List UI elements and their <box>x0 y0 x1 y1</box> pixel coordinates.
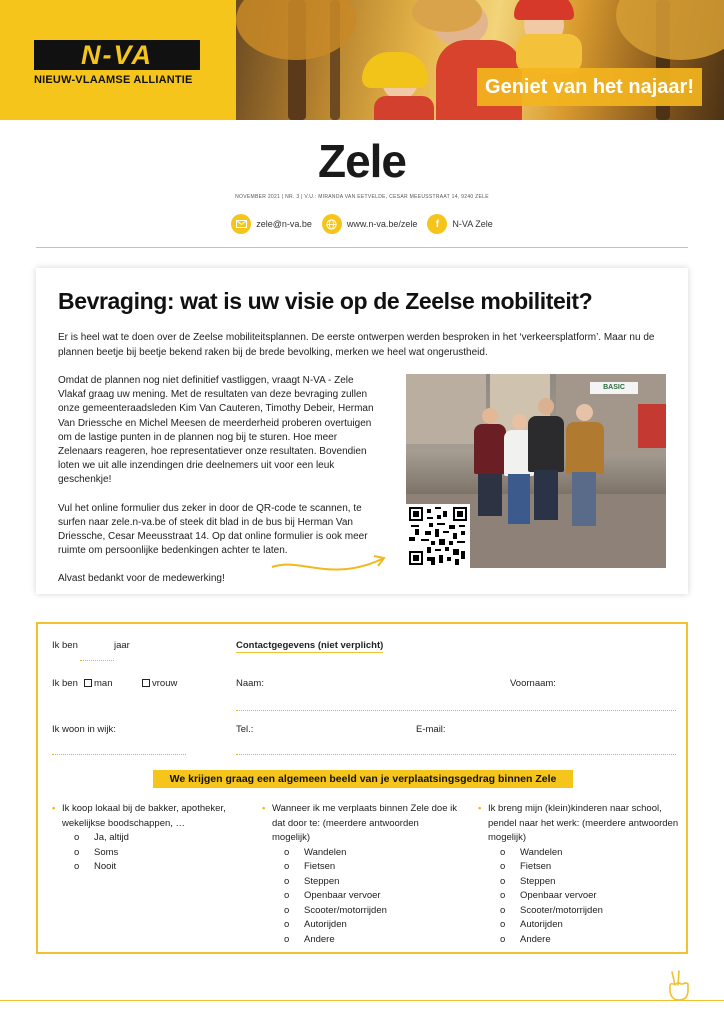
contact-email-label: zele@n-va.be <box>256 219 312 229</box>
question-travel-in-zele <box>262 802 458 947</box>
article-paragraph: Vul het online formulier dus zeker in door de QR-code te scannen, te surfen naar zele.n-va.be of steek dit blad in de bus bij Herman Van Driessche, Cesar Meeusstraat 14. Op dat online formulier is ook meer ruimte om persoonlijke bedenkingen achter te laten. <box>58 502 368 557</box>
option-item[interactable]: o Wandelen <box>284 846 347 858</box>
question-text: Wanneer ik me verplaats binnen Zele doe ik dat door te: (meerdere antwoorden mogelijk) <box>272 803 457 843</box>
bullet-icon: • <box>262 803 266 814</box>
name-input[interactable] <box>236 710 676 711</box>
facebook-icon: f <box>427 214 447 234</box>
option-item[interactable]: o Scooter/motorrijden <box>284 904 387 916</box>
footer-divider <box>0 1000 724 1001</box>
option-item[interactable]: o Andere <box>284 933 335 945</box>
contact-website-label: www.n-va.be/zele <box>346 219 418 229</box>
globe-icon <box>322 214 342 234</box>
option-item[interactable]: o Nooit <box>74 861 117 872</box>
slogan: Geniet van het najaar! <box>477 68 702 106</box>
contact-email[interactable] <box>231 214 312 234</box>
logo-text: N-VA <box>81 40 153 70</box>
divider <box>36 247 688 248</box>
district-input[interactable] <box>52 754 186 755</box>
question-text: Ik koop lokaal bij de bakker, apotheker, wekelijkse boodschappen, … <box>62 803 226 829</box>
option-item[interactable]: o Wandelen <box>500 846 563 858</box>
name-label: Naam: <box>236 678 264 689</box>
checkbox-woman[interactable] <box>142 679 150 687</box>
option-item[interactable]: o Fietsen <box>500 861 552 872</box>
option-item[interactable]: o Fietsen <box>284 861 336 872</box>
question-school-commute <box>478 802 684 947</box>
option-item[interactable]: o Autorijden <box>284 919 347 930</box>
article-paragraph: Alvast bedankt voor de medewerking! <box>58 573 225 585</box>
section-banner: We krijgen graag een algemeen beeld van je verplaatsingsgedrag binnen Zele <box>153 770 573 788</box>
survey-form <box>36 622 688 954</box>
gender-man-option[interactable] <box>82 678 112 689</box>
option-item[interactable]: o Andere <box>500 933 551 945</box>
qr-code-icon <box>409 507 467 565</box>
contact-facebook-label: N-VA Zele <box>452 219 493 229</box>
district-label: Ik woon in wijk: <box>52 724 116 735</box>
checkbox-man[interactable] <box>84 679 92 687</box>
article-card <box>36 268 688 594</box>
peace-hand-icon <box>664 970 694 1002</box>
contact-bar <box>0 213 724 235</box>
option-item[interactable]: o Soms <box>74 846 119 858</box>
question-text: Ik breng mijn (klein)kinderen naar school, pendel naar het werk: (meerdere antwoorden mogelijk) <box>488 803 679 843</box>
email-label: E-mail: <box>416 724 446 735</box>
gender-woman-option[interactable] <box>140 678 177 689</box>
firstname-label: Voornaam: <box>510 678 556 689</box>
phone-label: Tel.: <box>236 724 254 735</box>
option-item[interactable]: o Steppen <box>500 875 556 887</box>
mail-icon <box>231 214 251 234</box>
option-item[interactable]: o Ja, altijd <box>74 832 129 843</box>
option-item[interactable]: o Steppen <box>284 875 340 887</box>
age-prefix: Ik ben <box>52 640 78 651</box>
article-intro: Er is heel wat te doen over de Zeelse mobiliteitsplannen. De eerste ontwerpen werden besproken in het ‘verkeersplatform’. Maar nu de plannen beetje bij beetje bekend raken bij de brede bevolking, merken we heel wat ongerustheid. <box>58 332 655 358</box>
shop-sign: BASIC <box>590 382 638 394</box>
option-item[interactable]: o Autorijden <box>500 919 563 930</box>
age-input[interactable] <box>80 660 114 661</box>
logo-panel <box>0 0 236 120</box>
contact-website[interactable] <box>322 214 418 234</box>
option-item[interactable]: o Scooter/motorrijden <box>500 904 603 916</box>
contact-input[interactable] <box>236 754 676 755</box>
gender-man-label: man <box>94 678 113 689</box>
arrow-icon <box>270 553 390 583</box>
bullet-icon: • <box>52 803 56 814</box>
age-suffix: jaar <box>114 640 130 651</box>
article-paragraph: Omdat de plannen nog niet definitief vastliggen, vraagt N-VA - Zele Vlakaf graag uw mening. Met de resultaten van deze bevraging zullen onze gemeenteraadsleden Kim Van Cauteren, Timothy Debeir, Herman Van Driessche en Michel Meesen de meerderheid proberen overtuigen om de lastige punten in de plannen nog bij te sturen. Hoe meer Zelenaars reageren, hoe representatiever onze resultaten. Bovendien loten we uit alle inzendingen drie deelnemers uit voor een leuk geschenkje! <box>58 375 374 486</box>
option-item[interactable]: o Openbaar vervoer <box>500 890 597 901</box>
contact-facebook[interactable] <box>427 214 492 234</box>
nva-logo[interactable] <box>34 40 200 70</box>
publication-meta: NOVEMBER 2021 | NR. 3 | V.U.: MIRANDA VAN EETVELDE, CESAR MEEUSSTRAAT 14, 9240 ZELE <box>235 194 489 200</box>
group-photo <box>406 374 666 568</box>
page-title: Zele <box>317 135 407 187</box>
option-item[interactable]: o Openbaar vervoer <box>284 890 381 901</box>
question-local-shopping <box>52 802 252 875</box>
contact-heading: Contactgegevens (niet verplicht) <box>236 640 384 651</box>
bullet-icon: • <box>478 803 482 814</box>
header-banner <box>0 0 724 120</box>
gender-prefix: Ik ben <box>52 678 78 689</box>
gender-woman-label: vrouw <box>152 678 178 689</box>
article-headline: Bevraging: wat is uw visie op de Zeelse mobiliteit? <box>58 288 593 314</box>
qr-code[interactable] <box>406 504 470 568</box>
logo-tagline: NIEUW-VLAAMSE ALLIANTIE <box>34 74 193 86</box>
